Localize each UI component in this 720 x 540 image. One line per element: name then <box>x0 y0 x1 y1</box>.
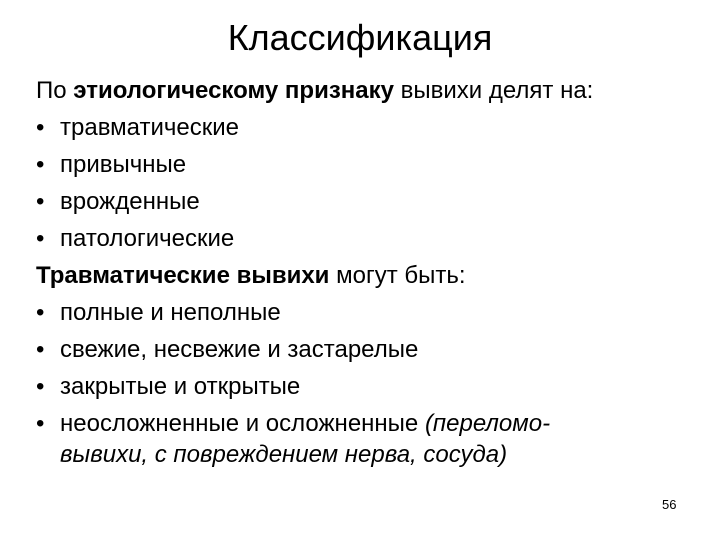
list-item <box>36 368 706 405</box>
list-item-text: травматические <box>60 114 239 141</box>
bullet-icon: • <box>36 225 45 252</box>
list-item <box>36 220 706 257</box>
list-item <box>36 405 706 442</box>
list-item-note-continuation: вывихи, с повреждением нерва, сосуда) <box>60 441 508 468</box>
list-item <box>36 331 706 368</box>
list-item <box>36 146 706 183</box>
list-item-text: закрытые и открытые <box>60 373 301 400</box>
etiology-intro-suffix: вывихи делят на: <box>393 77 594 104</box>
slide-title: Классификация <box>227 17 493 58</box>
traumatic-intro-emphasis: Травматические вывихи <box>36 262 330 289</box>
list-item-text: врожденные <box>60 188 200 215</box>
list-item-text: полные и неполные <box>60 299 281 326</box>
list-item <box>36 183 706 220</box>
list-item-text: свежие, несвежие и застарелые <box>60 336 419 363</box>
etiology-intro-prefix: По <box>36 77 74 104</box>
bullet-icon: • <box>36 373 45 400</box>
bullet-icon: • <box>36 188 45 215</box>
list-item-text: привычные <box>60 151 187 178</box>
slide-body <box>36 72 706 473</box>
list-item <box>36 109 706 146</box>
traumatic-intro-suffix: могут быть: <box>329 262 466 289</box>
etiology-intro-emphasis: этиологическому признаку <box>73 77 394 104</box>
bullet-icon: • <box>36 336 45 363</box>
list-item <box>36 294 706 331</box>
traumatic-intro <box>36 257 706 294</box>
list-item-text: патологические <box>60 225 235 252</box>
bullet-icon: • <box>36 151 45 178</box>
page-number: 56 <box>662 497 677 512</box>
bullet-icon: • <box>36 410 45 437</box>
etiology-intro <box>36 72 706 109</box>
bullet-icon: • <box>36 114 45 141</box>
list-item-text: неосложненные и осложненные <box>60 410 425 437</box>
bullet-icon: • <box>36 299 45 326</box>
list-item-note: (переломо- <box>424 410 551 437</box>
